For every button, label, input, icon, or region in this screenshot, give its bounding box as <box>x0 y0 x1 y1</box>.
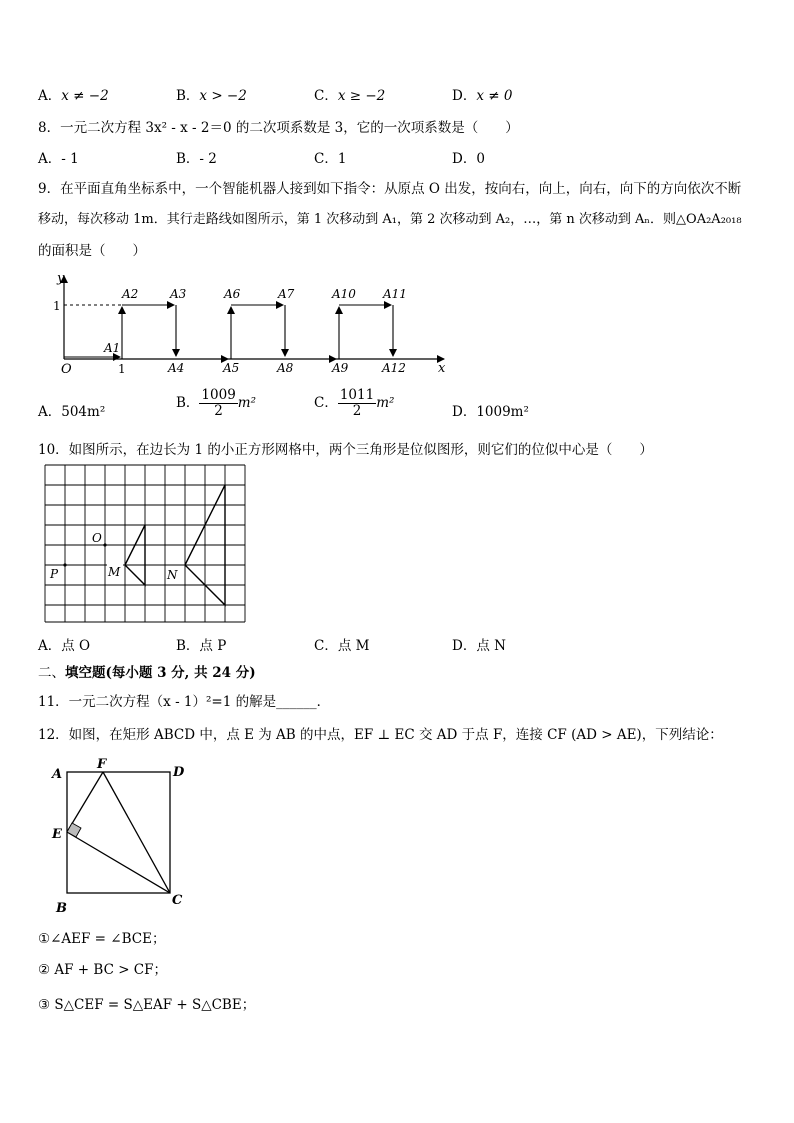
label-p: P <box>50 567 59 581</box>
q8-option-d: D．0 <box>452 151 485 167</box>
q9-option-d: D．1009m² <box>452 404 529 420</box>
q8-stem: 8．一元二次方程 3x² - x - 2＝0 的二次项系数是 3，它的一次项系数是（ ） <box>38 120 519 136</box>
origin-label: O <box>61 362 72 377</box>
q12-conclusion-1: ①∠AEF = ∠BCE； <box>38 931 166 947</box>
y-tick-one: 1 <box>53 299 61 313</box>
label-a: A <box>52 767 63 782</box>
label-a10: A10 <box>332 287 356 301</box>
q8-option-a: A．- 1 <box>38 151 79 167</box>
q12-conclusion-2: ② AF + BC > CF； <box>38 962 167 978</box>
q9-stem-line2: 移动，每次移动 1m．其行走路线如图所示，第 1 次移动到 A₁，第 2 次移动到 A₂，…，第 n 次移动到 Aₙ．则△OA₂A₂₀₁₈ <box>38 212 742 227</box>
q10-option-c: C．点 M <box>314 638 370 654</box>
q9-option-b-fraction: $\frac{1009}{2}$ <box>201 387 236 419</box>
q12-stem: 12．如图，在矩形 ABCD 中，点 E 为 AB 的中点，EF ⊥ EC 交 AD 于点 F，连接 CF (AD > AE)，下列结论： <box>38 727 723 743</box>
label-a6: A6 <box>224 287 241 301</box>
q7-option-a: A．x ≠ −2 <box>38 88 109 104</box>
q10-option-b: B．点 P <box>176 638 227 654</box>
q9-stem-line3: 的面积是（ ） <box>38 243 146 259</box>
label-a8: A8 <box>277 361 294 375</box>
q10-stem: 10．如图所示，在边长为 1 的小正方形网格中，两个三角形是位似图形，则它们的位似中心是（ ） <box>38 442 653 458</box>
label-a4: A4 <box>168 361 185 375</box>
label-a7: A7 <box>278 287 295 301</box>
label-c: C <box>172 893 183 908</box>
label-d: D <box>173 765 185 780</box>
q9-option-a: A．504m² <box>38 404 106 420</box>
q9-robot-path-figure <box>40 268 460 380</box>
q8-option-c: C．1 <box>314 151 347 167</box>
q7-option-b: B．x > −2 <box>176 88 247 104</box>
y-axis-label: y <box>57 271 65 286</box>
label-e: E <box>52 827 62 842</box>
q7-option-d: D．x ≠ 0 <box>452 88 513 104</box>
label-n: N <box>167 568 178 582</box>
label-a12: A12 <box>382 361 406 375</box>
label-m: M <box>108 565 121 579</box>
q11-stem: 11．一元二次方程（x - 1）²=1 的解是______． <box>38 694 331 710</box>
section-heading: 二、填空题(每小题 3 分, 共 24 分) <box>38 665 256 681</box>
q9-option-b: B． $\frac{1009}{2}$ m² <box>176 387 256 419</box>
q12-conclusion-3: ③ S△CEF = S△EAF + S△CBE； <box>38 997 256 1013</box>
q9-stem-line1: 9．在平面直角坐标系中，一个智能机器人接到如下指令：从原点 O 出发，按向右，向上，向右，向下的方向依次不断 <box>38 181 742 197</box>
q10-grid-figure <box>40 460 250 626</box>
q9-option-c-fraction: $\frac{1011}{2}$ <box>339 387 375 419</box>
point-p-dot <box>63 563 66 566</box>
segment-fc <box>103 772 170 893</box>
q10-option-a: A．点 O <box>38 638 91 654</box>
q12-rectangle-figure <box>48 756 198 916</box>
label-a2: A2 <box>122 287 139 301</box>
rectangle-abcd <box>67 772 170 893</box>
x-axis-label: x <box>438 361 446 376</box>
segment-ec <box>67 832 170 893</box>
label-o: O <box>92 531 102 545</box>
q8-option-b: B．- 2 <box>176 151 217 167</box>
x-tick-one: 1 <box>118 362 126 376</box>
label-a3: A3 <box>170 287 187 301</box>
label-a11: A11 <box>383 287 407 301</box>
q10-option-d: D．点 N <box>452 638 506 654</box>
small-triangle <box>125 525 145 585</box>
q9-option-c: C． $\frac{1011}{2}$ m² <box>314 387 395 419</box>
label-a5: A5 <box>223 361 240 375</box>
label-a9: A9 <box>332 361 349 375</box>
right-angle-mark <box>67 823 81 837</box>
label-b: B <box>56 901 67 916</box>
q7-option-c: C．x ≥ −2 <box>314 88 386 104</box>
label-a1: A1 <box>104 341 121 355</box>
label-f: F <box>97 757 107 772</box>
